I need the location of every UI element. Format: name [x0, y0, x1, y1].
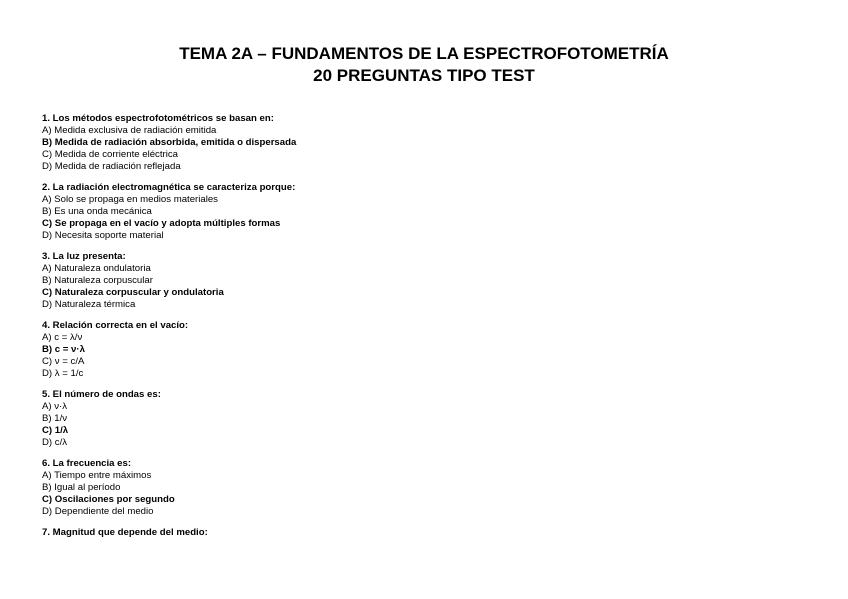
document-subtitle: 20 PREGUNTAS TIPO TEST — [313, 66, 535, 85]
question-list — [42, 113, 822, 548]
question-title: 4. Relación correcta en el vacío: — [42, 320, 189, 331]
option-b-correct: B) c = ν·λ — [42, 344, 85, 355]
question-2 — [42, 182, 822, 242]
option-b-correct: B) Medida de radiación absorbida, emitida o dispersada — [42, 137, 297, 148]
option-d: D) Naturaleza térmica — [42, 299, 136, 310]
option-c-correct: C) Se propaga en el vacío y adopta múltiples formas — [42, 218, 281, 229]
question-title: 2. La radiación electromagnética se caracteriza porque: — [42, 182, 296, 193]
document-title: TEMA 2A – FUNDAMENTOS DE LA ESPECTROFOTOMETRÍA — [179, 44, 669, 63]
question-7 — [42, 527, 822, 539]
question-5 — [42, 389, 822, 449]
option-d: D) c/λ — [42, 437, 68, 448]
option-a: A) ν·λ — [42, 401, 68, 412]
question-title: 6. La frecuencia es: — [42, 458, 132, 469]
option-b: B) Igual al período — [42, 482, 121, 493]
option-d: D) Dependiente del medio — [42, 506, 154, 517]
option-a: A) Naturaleza ondulatoria — [42, 263, 151, 274]
option-c-correct: C) Oscilaciones por segundo — [42, 494, 175, 505]
question-1 — [42, 113, 822, 173]
option-a: A) c = λ/ν — [42, 332, 83, 343]
question-4 — [42, 320, 822, 380]
option-a: A) Medida exclusiva de radiación emitida — [42, 125, 217, 136]
question-title: 7. Magnitud que depende del medio: — [42, 527, 208, 538]
option-b: B) Es una onda mecánica — [42, 206, 152, 217]
option-c-correct: C) Naturaleza corpuscular y ondulatoria — [42, 287, 224, 298]
option-b: B) Naturaleza corpuscular — [42, 275, 153, 286]
option-a: A) Tiempo entre máximos — [42, 470, 152, 481]
question-title: 3. La luz presenta: — [42, 251, 126, 262]
question-title: 1. Los métodos espectrofotométricos se basan en: — [42, 113, 274, 124]
option-b: B) 1/ν — [42, 413, 68, 424]
option-c-correct: C) 1/λ — [42, 425, 69, 436]
option-c: C) Medida de corriente eléctrica — [42, 149, 178, 160]
question-3 — [42, 251, 822, 311]
option-d: D) λ = 1/c — [42, 368, 84, 379]
option-c: C) ν = c/A — [42, 356, 85, 367]
option-d: D) Necesita soporte material — [42, 230, 164, 241]
question-title: 5. El número de ondas es: — [42, 389, 161, 400]
question-6 — [42, 458, 822, 518]
option-d: D) Medida de radiación reflejada — [42, 161, 181, 172]
option-a: A) Solo se propaga en medios materiales — [42, 194, 218, 205]
